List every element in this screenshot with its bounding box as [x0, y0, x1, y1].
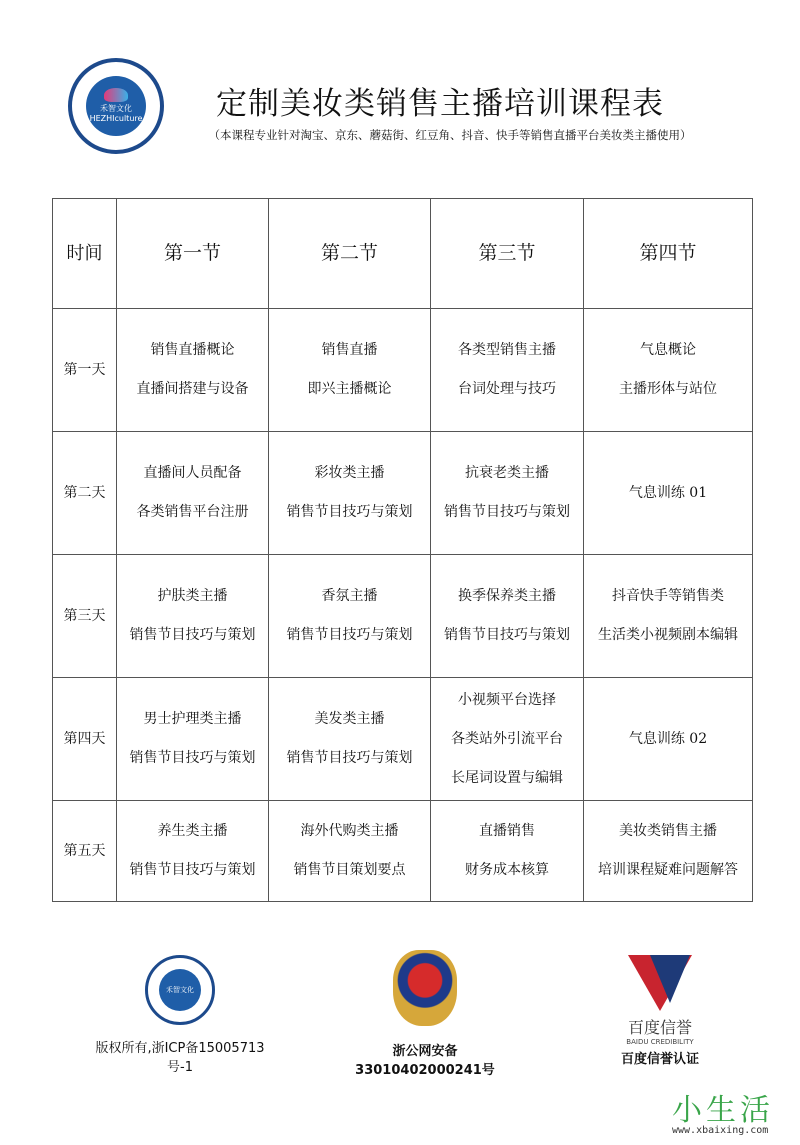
course-line: 生活类小视频剧本编辑 [598, 627, 738, 643]
police-badge-icon [393, 950, 457, 1026]
course-line: 各类型销售主播 [458, 342, 556, 358]
course-line: 抖音快手等销售类 [612, 588, 724, 604]
course-line: 气息训练 01 [628, 484, 708, 501]
column-header: 第一节 [117, 199, 269, 309]
company-logo [68, 58, 164, 154]
course-line: 销售节目策划要点 [293, 862, 406, 878]
course-cell [584, 555, 753, 678]
baidu-v-logo-icon [628, 955, 692, 1011]
course-line: 销售节目技巧与策划 [444, 504, 570, 520]
course-line: 销售节目技巧与策划 [444, 627, 570, 643]
course-cell [269, 432, 431, 555]
course-line: 海外代购类主播 [300, 823, 399, 839]
course-line: 养生类主播 [157, 823, 228, 839]
course-cell [117, 432, 269, 555]
column-header: 第四节 [584, 199, 753, 309]
course-cell [431, 678, 584, 801]
table-row [53, 555, 753, 678]
course-line: 主播形体与站位 [619, 381, 717, 397]
course-line: 气息概论 [640, 342, 696, 358]
baidu-brand-en: BAIDU CREDIBILITY [626, 1038, 694, 1046]
course-cell [117, 309, 269, 432]
course-line: 各类站外引流平台 [451, 730, 563, 747]
course-line: 香氛主播 [321, 588, 378, 604]
day-label: 第二天 [53, 432, 117, 555]
baidu-credibility-block [600, 955, 720, 1067]
course-line: 彩妆类主播 [314, 465, 385, 481]
logo-swirl-icon [104, 88, 128, 102]
course-line: 销售节目技巧与策划 [286, 627, 413, 643]
day-label: 第四天 [53, 678, 117, 801]
course-line: 销售节目技巧与策划 [286, 504, 413, 520]
watermark-text: 小生活 [672, 1093, 774, 1128]
day-label: 第五天 [53, 801, 117, 902]
day-label: 第三天 [53, 555, 117, 678]
baidu-brand: 百度信誉 [627, 1018, 692, 1037]
police-block [330, 950, 520, 1078]
course-line: 销售直播 [321, 342, 378, 358]
course-line: 换季保养类主播 [458, 588, 556, 604]
course-cell [431, 555, 584, 678]
course-line: 直播间人员配备 [143, 465, 242, 481]
logo-text: 禾智文化 HEZHIculture [89, 104, 143, 123]
course-cell [431, 432, 584, 555]
course-cell [117, 555, 269, 678]
course-cell [117, 678, 269, 801]
column-header: 第二节 [269, 199, 431, 309]
table-row [53, 678, 753, 801]
table-row [53, 309, 753, 432]
course-cell [269, 678, 431, 801]
course-line: 财务成本核算 [465, 862, 549, 878]
day-label: 第一天 [53, 309, 117, 432]
column-header: 第三节 [431, 199, 584, 309]
course-line: 护肤类主播 [157, 588, 228, 604]
course-line: 长尾词设置与编辑 [451, 769, 563, 786]
page-subtitle: （本课程专业针对淘宝、京东、蘑菇街、红豆角、抖音、快手等销售直播平台美妆类主播使用） [208, 128, 692, 142]
schedule-table [52, 198, 753, 902]
course-line: 各类销售平台注册 [136, 504, 249, 520]
watermark-url: www.xbaixing.com [672, 1125, 769, 1136]
watermark [672, 1085, 774, 1136]
course-cell [117, 801, 269, 902]
copyright-text[interactable]: 版权所有,浙ICP备15005713号-1 [95, 1041, 265, 1075]
course-cell [584, 309, 753, 432]
course-line: 培训课程疑难问题解答 [598, 862, 738, 878]
course-line: 直播销售 [479, 823, 535, 839]
course-line: 销售直播概论 [150, 342, 235, 358]
table-row [53, 801, 753, 902]
course-line: 销售节目技巧与策划 [286, 750, 413, 766]
course-line: 即兴主播概论 [307, 381, 392, 397]
company-seal-icon: 禾智文化 [145, 955, 215, 1025]
course-line: 美妆类销售主播 [619, 823, 717, 839]
course-cell [431, 309, 584, 432]
course-line: 男士护理类主播 [143, 711, 242, 727]
course-cell [269, 801, 431, 902]
course-line: 美发类主播 [314, 711, 385, 727]
course-cell [431, 801, 584, 902]
course-line: 销售节目技巧与策划 [129, 627, 256, 643]
course-cell [584, 432, 753, 555]
course-cell [269, 309, 431, 432]
course-line: 直播间搭建与设备 [136, 381, 249, 397]
page-title: 定制美妆类销售主播培训课程表 [216, 86, 664, 122]
course-line: 销售节目技巧与策划 [129, 750, 256, 766]
table-row [53, 432, 753, 555]
course-line: 台词处理与技巧 [458, 381, 556, 397]
column-header: 时间 [53, 199, 117, 309]
course-line: 抗衰老类主播 [465, 465, 549, 481]
header-row [53, 199, 753, 309]
course-cell [584, 678, 753, 801]
course-line: 气息训练 02 [628, 730, 708, 747]
police-record-text[interactable]: 浙公网安备 33010402000241号 [355, 1044, 495, 1078]
course-line: 销售节目技巧与策划 [129, 862, 256, 878]
course-cell [584, 801, 753, 902]
course-line: 小视频平台选择 [458, 691, 556, 708]
copyright-block [90, 955, 270, 1075]
course-cell [269, 555, 431, 678]
baidu-cert-text[interactable]: 百度信誉认证 [620, 1052, 699, 1067]
